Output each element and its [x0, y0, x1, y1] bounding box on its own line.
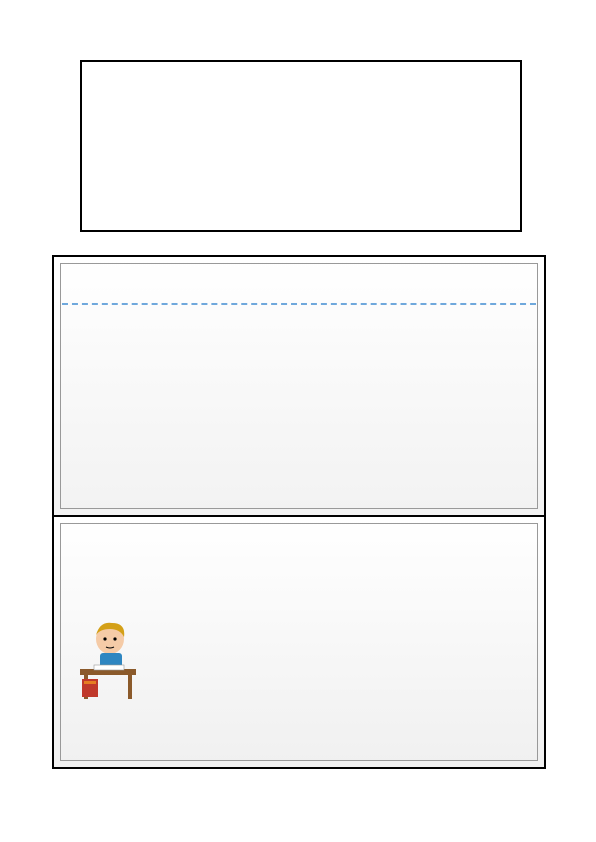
exercise-row: [94, 343, 534, 369]
exercise-row: [94, 437, 534, 463]
title-divider: [62, 303, 536, 305]
student-at-desk-illustration: [76, 617, 140, 701]
exercise-row: [94, 391, 534, 417]
extraction-exercise-box: [52, 515, 546, 769]
exercise-row: [94, 483, 534, 509]
vocabulary-box: [80, 60, 522, 232]
inner-frame: [60, 263, 538, 509]
completion-exercise-box: [52, 255, 546, 517]
